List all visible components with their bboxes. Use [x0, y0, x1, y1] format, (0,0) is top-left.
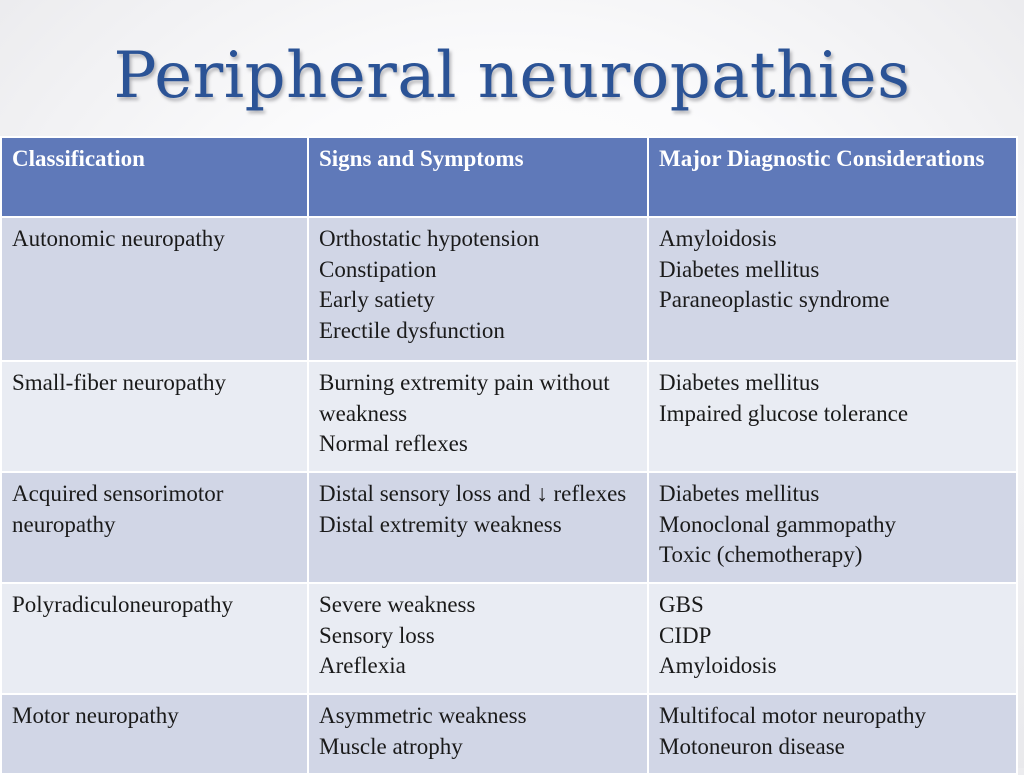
cell-classification: Motor neuropathy: [1, 694, 308, 774]
table-row: [1, 694, 1017, 774]
cell-diagnostic-considerations: Diabetes mellitus Monoclonal gammopathy Toxic (chemotherapy): [648, 472, 1017, 583]
cell-classification: Acquired sensorimotor neuropathy: [1, 472, 308, 583]
cell-signs-and-symptoms: Orthostatic hypotension Constipation Early satiety Erectile dysfunction: [308, 217, 648, 361]
cell-diagnostic-considerations: Multifocal motor neuropathy Motoneuron disease: [648, 694, 1017, 774]
cell-signs-and-symptoms: Asymmetric weakness Muscle atrophy: [308, 694, 648, 774]
slide-title: Peripheral neuropathies: [113, 39, 911, 113]
cell-classification: Polyradiculoneuropathy: [1, 583, 308, 694]
table-row: [1, 361, 1017, 472]
cell-diagnostic-considerations: Diabetes mellitus Impaired glucose tolerance: [648, 361, 1017, 472]
table-row: [1, 472, 1017, 583]
table-header-row: [1, 137, 1017, 217]
cell-signs-and-symptoms: Severe weakness Sensory loss Areflexia: [308, 583, 648, 694]
cell-diagnostic-considerations: GBS CIDP Amyloidosis: [648, 583, 1017, 694]
cell-classification: Autonomic neuropathy: [1, 217, 308, 361]
table-row: [1, 217, 1017, 361]
table-row: [1, 583, 1017, 694]
neuropathy-table: [0, 136, 1018, 775]
cell-signs-and-symptoms: Distal sensory loss and ↓ reflexes Distal extremity weakness: [308, 472, 648, 583]
cell-classification: Small-fiber neuropathy: [1, 361, 308, 472]
cell-diagnostic-considerations: Amyloidosis Diabetes mellitus Paraneoplastic syndrome: [648, 217, 1017, 361]
header-signs-and-symptoms: Signs and Symptoms: [308, 137, 648, 217]
cell-signs-and-symptoms: Burning extremity pain without weakness Normal reflexes: [308, 361, 648, 472]
header-major-diagnostic-considerations: Major Diagnostic Considerations: [648, 137, 1017, 217]
header-classification: Classification: [1, 137, 308, 217]
